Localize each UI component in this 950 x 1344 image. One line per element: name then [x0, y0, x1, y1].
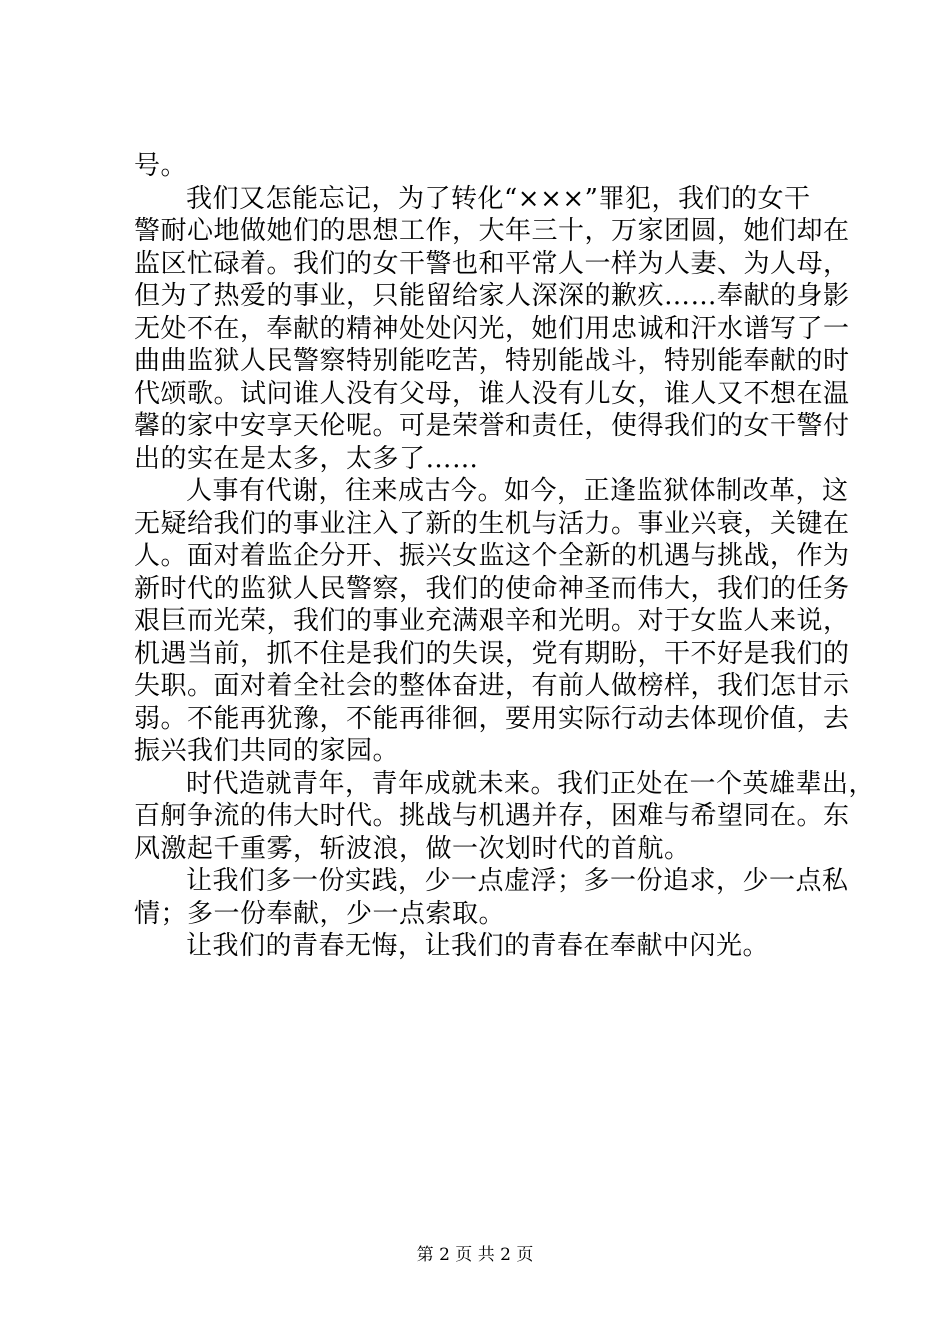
text-line: 号。 — [134, 151, 188, 181]
text-line: 新时代的监狱人民警察，我们的使命神圣而伟大，我们的任务 — [134, 573, 850, 604]
text-line: 弱。不能再犹豫，不能再徘徊，要用实际行动去体现价值，去 — [134, 703, 850, 734]
text-line: 风激起千重雾，斩波浪，做一次划时代的首航。 — [134, 833, 691, 864]
text-line: 无疑给我们的事业注入了新的生机与活力。事业兴衰，关键在 — [134, 508, 850, 539]
text-line: 振兴我们共同的家园。 — [134, 736, 400, 766]
paragraph-first-line: 时代造就青年，青年成就未来。我们正处在一个英雄辈出， — [186, 768, 876, 799]
text-line: 无处不在，奉献的精神处处闪光，她们用忠诚和汗水谱写了一 — [134, 313, 850, 344]
text-line: 馨的家中安享天伦呢。可是荣誉和责任，使得我们的女干警付 — [134, 411, 850, 441]
paragraph-first-line: 我们又怎能忘记，为了转化“×××”罪犯，我们的女干 — [186, 183, 811, 214]
paragraph-first-line: 让我们多一份实践，少一点虚浮；多一份追求，少一点私 — [186, 866, 849, 896]
text-line: 百舸争流的伟大时代。挑战与机遇并存，困难与希望同在。东 — [134, 801, 850, 831]
paragraph-first-line: 人事有代谢，往来成古今。如今，正逢监狱体制改革，这 — [186, 476, 849, 506]
text-line: 机遇当前，抓不住是我们的失误，党有期盼，干不好是我们的 — [134, 638, 850, 669]
text-line: 出的实在是太多，太多了…… — [134, 443, 479, 474]
document-body — [134, 150, 876, 963]
page-number-footer: 第 2 页 共 2 页 — [416, 1245, 534, 1265]
text-line: 监区忙碌着。我们的女干警也和平常人一样为人妻、为人母， — [134, 248, 850, 279]
text-line: 曲曲监狱人民警察特别能吃苦，特别能战斗，特别能奉献的时 — [134, 346, 850, 376]
paragraph-first-line: 让我们的青春无悔，让我们的青春在奉献中闪光。 — [186, 931, 770, 961]
text-line: 人。面对着监企分开、振兴女监这个全新的机遇与挑战，作为 — [134, 541, 850, 571]
text-line: 失职。面对着全社会的整体奋进，有前人做榜样，我们怎甘示 — [134, 671, 850, 701]
text-line: 代颂歌。试问谁人没有父母，谁人没有儿女，谁人又不想在温 — [134, 378, 850, 409]
text-line: 艰巨而光荣，我们的事业充满艰辛和光明。对于女监人来说， — [134, 606, 850, 636]
text-line: 警耐心地做她们的思想工作，大年三十，万家团圆，她们却在 — [134, 216, 850, 246]
text-line: 情；多一份奉献，少一点索取。 — [134, 898, 506, 929]
text-line: 但为了热爱的事业，只能留给家人深深的歉疚……奉献的身影 — [134, 281, 850, 311]
